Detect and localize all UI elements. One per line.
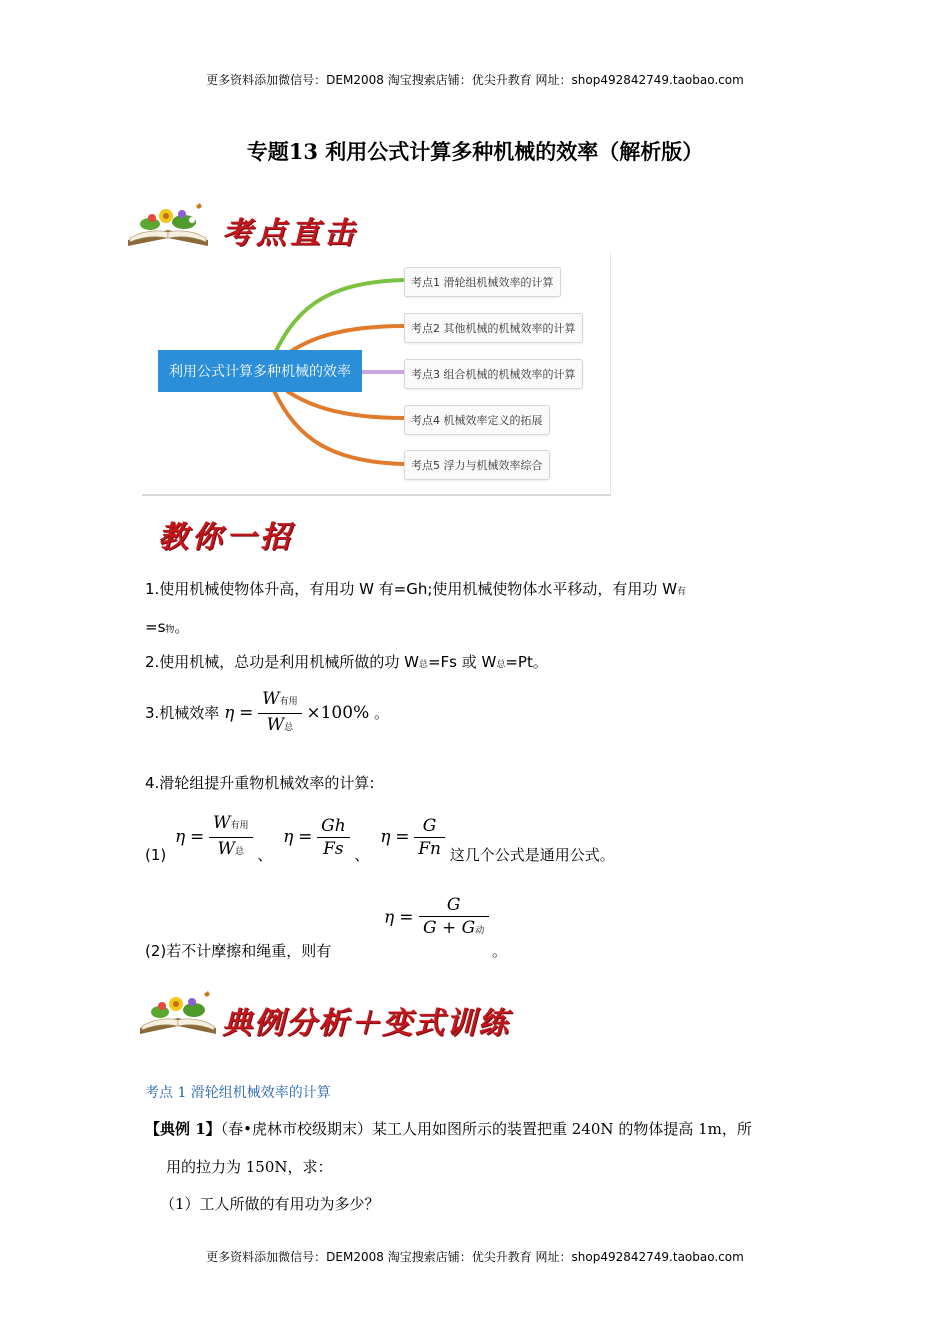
fraction-gh-over-fs <box>317 815 350 860</box>
mindmap-node-1: 考点1 滑轮组机械效率的计算 <box>404 267 561 297</box>
tip-4-2-formula <box>384 894 489 942</box>
fraction-g-over-fn <box>414 815 445 860</box>
equals-sign: = <box>395 827 410 847</box>
banner-kaodian-zhiji: 考点直击 <box>222 216 358 251</box>
separator-1: 、 <box>257 846 273 864</box>
banner-jiaoni-yizhao: 教你一招 <box>158 520 294 555</box>
kaodian-1-heading: 考点 1 滑轮组机械效率的计算 <box>145 1085 331 1101</box>
w-total: W <box>217 839 236 859</box>
fraction-w-useful-over-total <box>209 812 253 863</box>
tip-2 <box>145 651 548 672</box>
tip-3-text: 3.机械效率 <box>145 704 220 722</box>
eta-symbol: η <box>224 703 235 723</box>
tip-2-sub-2: 总 <box>496 660 506 670</box>
tip-3-end: 。 <box>374 704 390 722</box>
book-flower-icon <box>136 990 220 1040</box>
numerator-g: G <box>419 894 489 917</box>
page-header: 更多资料添加微信号：DEM2008 淘宝搜索店铺：优尖升教育 网址：shop492842749.taobao.com <box>206 73 744 87</box>
eta-symbol: η <box>380 827 391 847</box>
tip-1-cont-sub: 物 <box>165 625 175 635</box>
tip-1-text: 1.使用机械使物体升高，有用功 W 有=Gh;使用机械使物体水平移动，有用功 W <box>145 580 678 598</box>
equals-sign: = <box>190 827 205 847</box>
example-1-line-1 <box>145 1118 752 1139</box>
equals-sign: = <box>399 907 414 928</box>
numerator-g: G <box>414 815 445 838</box>
page-title: 专题13 利用公式计算多种机械的效率（解析版） <box>246 139 704 164</box>
tip-4-2-label: (2)若不计摩擦和绳重，则有 <box>145 942 332 960</box>
tip-4-1-label: (1) <box>145 846 167 864</box>
sub-total: 总 <box>235 847 245 857</box>
w-useful: W <box>262 689 280 709</box>
equals-sign: = <box>298 827 313 847</box>
denominator-g-plus-g: G + G <box>423 918 476 938</box>
example-text-1: （春•虎林市校级期末）某工人用如图所示的装置把重 240N 的物体提高 1m，所 <box>220 1120 752 1138</box>
mindmap-node-4: 考点4 机械效率定义的拓展 <box>404 405 550 435</box>
numerator-gh: Gh <box>317 815 350 838</box>
tip-1-cont-text: =s <box>145 618 166 636</box>
tip-3 <box>145 688 389 739</box>
efficiency-fraction <box>258 688 302 739</box>
tip-4-1 <box>145 812 615 865</box>
sub-total: 总 <box>284 723 294 733</box>
tip-4-2-end: 。 <box>492 942 508 960</box>
example-label: 【典例 1】 <box>145 1120 221 1138</box>
page-footer: 更多资料添加微信号：DEM2008 淘宝搜索店铺：优尖升教育 网址：shop492842749.taobao.com <box>206 1250 744 1264</box>
tip-2-text-c: =Pt。 <box>505 653 548 671</box>
tip-2-text-a: 2.使用机械，总功是利用机械所做的功 W <box>145 653 419 671</box>
eta-symbol: η <box>384 907 395 928</box>
tip-1 <box>145 578 686 599</box>
mindmap-node-3: 考点3 组合机械的机械效率的计算 <box>404 359 583 389</box>
equals-sign: = <box>239 703 254 723</box>
w-total: W <box>266 715 285 735</box>
tip-2-text-b: =Fs 或 W <box>427 653 497 671</box>
mindmap-center-node: 利用公式计算多种机械的效率 <box>158 350 362 392</box>
mindmap-node-2: 考点2 其他机械的机械效率的计算 <box>404 313 583 343</box>
denominator-fs: Fs <box>323 839 344 859</box>
w-useful: W <box>213 813 231 833</box>
tip-4-1-tail: 这几个公式是通用公式。 <box>449 846 615 864</box>
tip-1-cont <box>145 616 189 637</box>
sub-useful: 有用 <box>279 697 298 707</box>
tip-2-sub-1: 总 <box>418 660 428 670</box>
mindmap-node-5: 考点5 浮力与机械效率综合 <box>404 450 550 480</box>
tip-1-sub: 有 <box>677 587 687 597</box>
banner-dianli-fenxi: 典例分析＋变式训练 <box>222 1006 510 1041</box>
tip-1-cont-end: 。 <box>174 618 190 636</box>
book-flower-icon <box>122 200 214 252</box>
eta-symbol: η <box>283 827 294 847</box>
denominator-fn: Fn <box>418 839 441 859</box>
tip-4: 4.滑轮组提升重物机械效率的计算: <box>145 774 375 792</box>
question-1: （1）工人所做的有用功为多少？ <box>160 1195 380 1213</box>
sub-useful: 有用 <box>230 821 249 831</box>
example-1-line-2: 用的拉力为 150N，求： <box>166 1158 333 1176</box>
times-100-percent: ×100% <box>306 703 370 723</box>
eta-symbol: η <box>175 827 186 847</box>
sub-dong: 动 <box>475 926 485 936</box>
separator-2: 、 <box>354 846 370 864</box>
fraction-g-over-g-plus-gdong <box>419 894 489 942</box>
